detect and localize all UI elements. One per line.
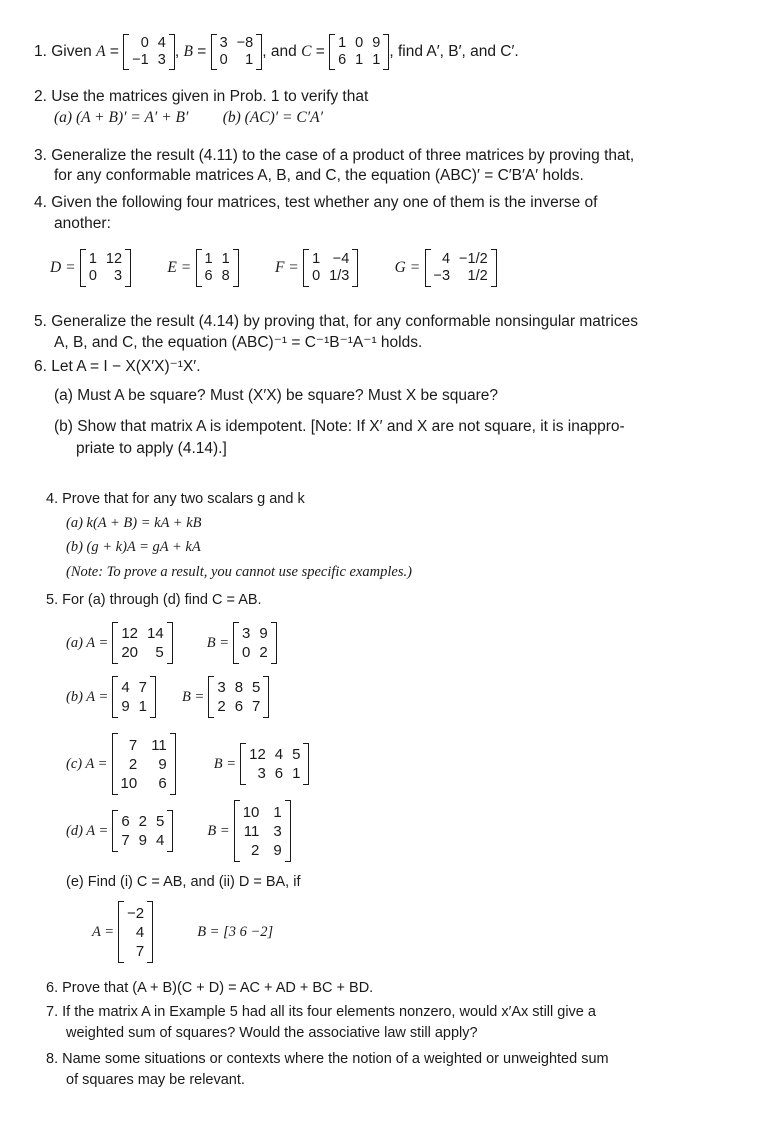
matrix-d: 1 12 0 3 [80, 249, 131, 287]
matrix-e: 1 1 6 8 [196, 249, 239, 287]
p2-parts: (a) (A + B)′ = A′ + B′ (b) (AC)′ = C′A′ [54, 109, 323, 126]
p1-tail: find A′, B′, and C′. [397, 43, 519, 60]
p1-number: 1. [34, 43, 47, 60]
p4-line2: another: [54, 215, 111, 232]
q4-b: (b) (g + k)A = gA + kA [66, 539, 201, 555]
q4-note: (Note: To prove a result, you cannot use specific examples.) [66, 564, 412, 580]
q7-line2: weighted sum of squares? Would the associative law still apply? [66, 1025, 478, 1041]
q5-b: (b) A = 4 7 9 1 B = 3 8 5 2 6 7 [66, 672, 269, 722]
q5-e: (e) Find (i) C = AB, and (ii) D = BA, if [66, 874, 301, 890]
q5-d: (d) A = 6 2 5 7 9 4 B = 10 1 11 3 2 9 [66, 797, 291, 865]
p1-given: Given [51, 43, 92, 60]
q6-line: 6. Prove that (A + B)(C + D) = AC + AD + BC + BD. [46, 980, 374, 996]
matrix-b: 3 −8 0 1 [211, 34, 263, 70]
q5-line1: 5. For (a) through (d) find C = AB. [46, 592, 262, 608]
matrix-c: 1 0 9 6 1 1 [329, 34, 389, 70]
q5-c: (c) A = 7 11 2 9 10 6 B = 12 4 5 3 6 1 [66, 730, 309, 798]
p5-line2: A, B, and C, the equation (ABC)⁻¹ = C⁻¹B⁻¹A⁻¹ holds. [54, 334, 423, 351]
p3-line2: for any conformable matrices A, B, and C, the equation (ABC)′ = C′B′A′ holds. [54, 167, 584, 184]
p6-b2: priate to apply (4.14).] [76, 440, 227, 457]
p1-line: 1. Given A = 0 4 −1 3 , B = 3 −8 0 1 , and C = 1 0 9 6 1 1 , find A′, B′, and C′. [34, 34, 519, 68]
q4-line1: 4. Prove that for any two scalars g and k [46, 491, 305, 507]
matrix-a: 0 4 −1 3 [123, 34, 175, 70]
matrix-f: 1 −4 0 1/3 [303, 249, 358, 287]
q4-a: (a) k(A + B) = kA + kB [66, 515, 202, 531]
p4-line1: 4. Given the following four matrices, test whether any one of them is the inverse of [34, 194, 598, 211]
p3-line1: 3. Generalize the result (4.11) to the case of a product of three matrices by proving that, [34, 147, 635, 164]
p6-b1: (b) Show that matrix A is idempotent. [Note: If X′ and X are not square, it is inappro- [54, 418, 625, 435]
p4-matrices: D = 1 12 0 3 E = 1 1 6 8 F = 1 −4 0 1/3 G = 4 −1/2 −3 1/2 [50, 246, 497, 290]
p5-line1: 5. Generalize the result (4.14) by proving that, for any conformable nonsingular matrices [34, 313, 638, 330]
matrix-g: 4 −1/2 −3 1/2 [425, 249, 497, 287]
q8-line1: 8. Name some situations or contexts where the notion of a weighted or unweighted sum [46, 1051, 609, 1067]
p2-line: 2. Use the matrices given in Prob. 1 to verify that [34, 88, 369, 105]
q7-line1: 7. If the matrix A in Example 5 had all its four elements nonzero, would x′Ax still give a [46, 1004, 596, 1020]
q8-line2: of squares may be relevant. [66, 1072, 245, 1088]
p6-line1: 6. Let A = I − X(X′X)⁻¹X′. [34, 358, 201, 375]
q5-e-matrices: A = −2 4 7 B = [3 6 −2] [92, 898, 273, 966]
q5-a: (a) A = 12 14 20 5 B = 3 9 0 2 [66, 618, 277, 668]
p6-a: (a) Must A be square? Must (X′X) be square? Must X be square? [54, 387, 499, 404]
